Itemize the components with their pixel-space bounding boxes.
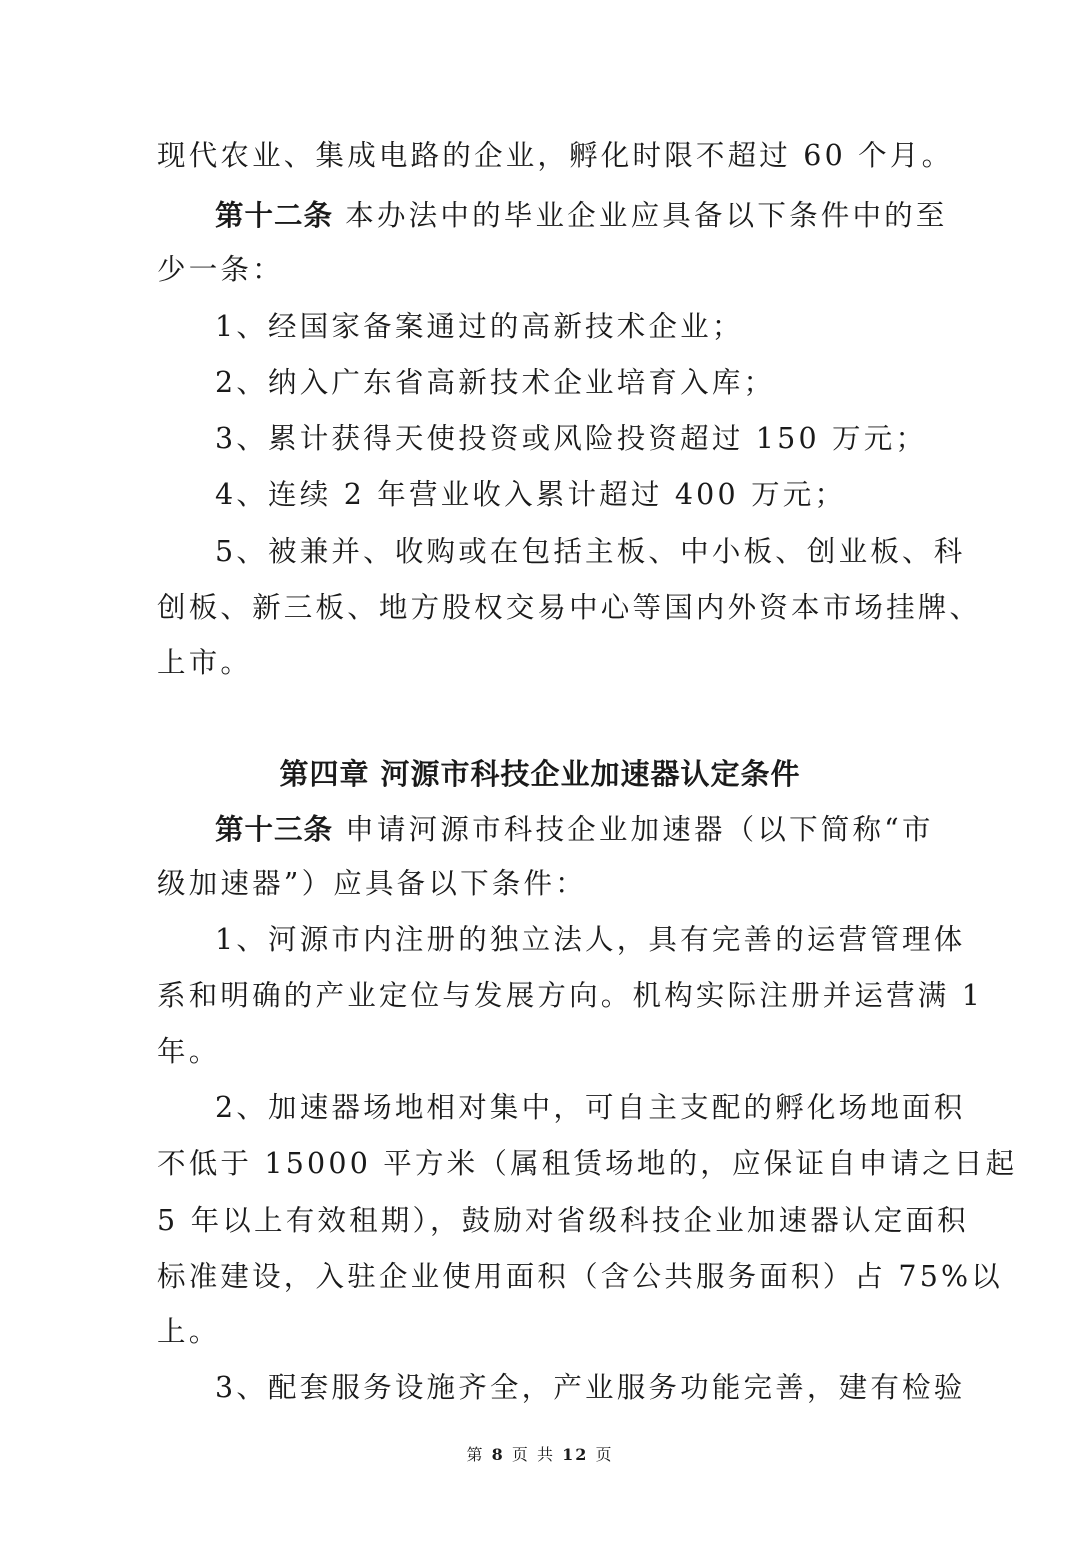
paragraph-line: 本办法中的毕业企业应具备以下条件中的至	[345, 199, 948, 232]
paragraph-line: 级加速器”）应具备以下条件：	[157, 867, 587, 900]
paragraph-line: 上。	[157, 1315, 221, 1348]
article-13-label: 第十三条	[215, 813, 334, 846]
article-12-paragraph	[215, 198, 948, 234]
article-13-paragraph	[215, 812, 934, 848]
paragraph-line: 少一条：	[157, 253, 284, 286]
footer-total-pages: 12	[562, 1445, 589, 1464]
paragraph-line: 5 年以上有效租期），鼓励对省级科技企业加速器认定面积	[157, 1204, 969, 1237]
paragraph-line: 年。	[157, 1035, 221, 1068]
paragraph-line: 申请河源市科技企业加速器（以下简称“市	[345, 813, 934, 846]
list-item: 3、累计获得天使投资或风险投资超过 150 万元；	[215, 422, 928, 455]
article-12-label: 第十二条	[215, 199, 334, 232]
list-item: 2、加速器场地相对集中，可自主支配的孵化场地面积	[215, 1091, 966, 1124]
list-item: 3、配套服务设施齐全，产业服务功能完善，建有检验	[215, 1371, 966, 1404]
list-item: 1、河源市内注册的独立法人，具有完善的运营管理体	[215, 923, 966, 956]
list-item: 1、经国家备案通过的高新技术企业；	[215, 310, 744, 343]
footer-suffix: 页	[595, 1445, 614, 1464]
footer-prefix: 第	[466, 1445, 485, 1464]
list-item: 4、连续 2 年营业收入累计超过 400 万元；	[215, 478, 847, 511]
paragraph-line: 现代农业、集成电路的企业，孵化时限不超过 60 个月。	[157, 139, 954, 172]
paragraph-line: 标准建设，入驻企业使用面积（含公共服务面积）占 75%以	[157, 1260, 1004, 1293]
footer-middle: 页 共	[511, 1445, 555, 1464]
page-footer	[0, 1442, 1080, 1465]
chapter-title: 第四章 河源市科技企业加速器认定条件	[279, 757, 801, 791]
footer-current-page: 8	[491, 1445, 505, 1464]
paragraph-line: 上市。	[157, 646, 253, 679]
paragraph-line: 不低于 15000 平方米（属租赁场地的，应保证自申请之日起	[157, 1147, 1018, 1180]
list-item: 5、被兼并、收购或在包括主板、中小板、创业板、科	[215, 535, 966, 568]
paragraph-line: 系和明确的产业定位与发展方向。机构实际注册并运营满 1	[157, 979, 984, 1012]
paragraph-line: 创板、新三板、地方股权交易中心等国内外资本市场挂牌、	[157, 591, 982, 624]
list-item: 2、纳入广东省高新技术企业培育入库；	[215, 366, 776, 399]
